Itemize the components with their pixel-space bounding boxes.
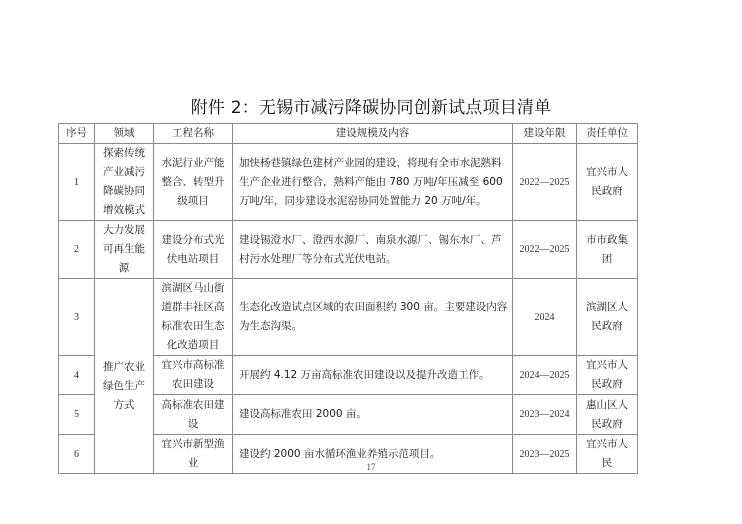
row-unit: 滨湖区人民政府 — [577, 279, 638, 356]
row-field: 大力发展可再生能源 — [95, 221, 154, 279]
row-content: 生态化改造试点区域的农田面积约 300 亩。主要建设内容为生态沟渠。 — [233, 279, 513, 356]
project-list-table — [58, 123, 638, 474]
row-unit: 市市政集团 — [577, 221, 638, 279]
header-no: 序号 — [59, 124, 95, 144]
table-header-row — [59, 124, 638, 144]
row-project: 宜兴市高标准农田建设 — [154, 356, 233, 395]
row-project: 建设分布式光伏电站项目 — [154, 221, 233, 279]
row-period: 2023—2024 — [513, 395, 577, 435]
row-project: 水泥行业产能整合、转型升级项目 — [154, 144, 233, 221]
row-period: 2022—2025 — [513, 221, 577, 279]
row-field-merged: 推广农业绿色生产方式 — [95, 279, 154, 474]
table-row — [59, 279, 638, 356]
row-period: 2023—2025 — [513, 435, 577, 474]
header-period: 建设年限 — [513, 124, 577, 144]
row-period: 2022—2025 — [513, 144, 577, 221]
row-content: 加快杨巷镇绿色建材产业园的建设，将现有全市水泥熟料生产企业进行整合，熟料产能由 780 万吨/年压减至 600 万吨/年，同步建设水泥窑协同处置能力 20 万吨/年。 — [233, 144, 513, 221]
row-content: 建设约 2000 亩水循环渔业养殖示范项目。 — [233, 435, 513, 474]
row-project: 滨湖区马山街道群丰社区高标准农田生态化改造项目 — [154, 279, 233, 356]
header-unit: 责任单位 — [577, 124, 638, 144]
table-row — [59, 221, 638, 279]
row-no: 5 — [59, 395, 95, 435]
header-field: 领域 — [95, 124, 154, 144]
row-field: 探索传统产业减污降碳协同增效模式 — [95, 144, 154, 221]
row-unit: 惠山区人民政府 — [577, 395, 638, 435]
row-period: 2024—2025 — [513, 356, 577, 395]
row-project: 高标准农田建设 — [154, 395, 233, 435]
row-period: 2024 — [513, 279, 577, 356]
page-number: 17 — [366, 462, 376, 472]
row-no: 4 — [59, 356, 95, 395]
row-no: 1 — [59, 144, 95, 221]
row-unit: 宜兴市人民 — [577, 435, 638, 474]
header-content: 建设规模及内容 — [233, 124, 513, 144]
row-unit: 宜兴市人民政府 — [577, 144, 638, 221]
row-content: 建设高标准农田 2000 亩。 — [233, 395, 513, 435]
page-title: 附件 2：无锡市减污降碳协同创新试点项目清单 — [190, 98, 552, 118]
row-no: 6 — [59, 435, 95, 474]
row-content: 建设锡澄水厂、澄西水源厂、南泉水源厂、锡东水厂、芦村污水处理厂等分布式光伏电站。 — [233, 221, 513, 279]
row-unit: 宜兴市人民政府 — [577, 356, 638, 395]
row-no: 2 — [59, 221, 95, 279]
row-project: 宜兴市新型渔业 — [154, 435, 233, 474]
row-content: 开展约 4.12 万亩高标准农田建设以及提升改造工作。 — [233, 356, 513, 395]
row-no: 3 — [59, 279, 95, 356]
header-project: 工程名称 — [154, 124, 233, 144]
table-row — [59, 144, 638, 221]
